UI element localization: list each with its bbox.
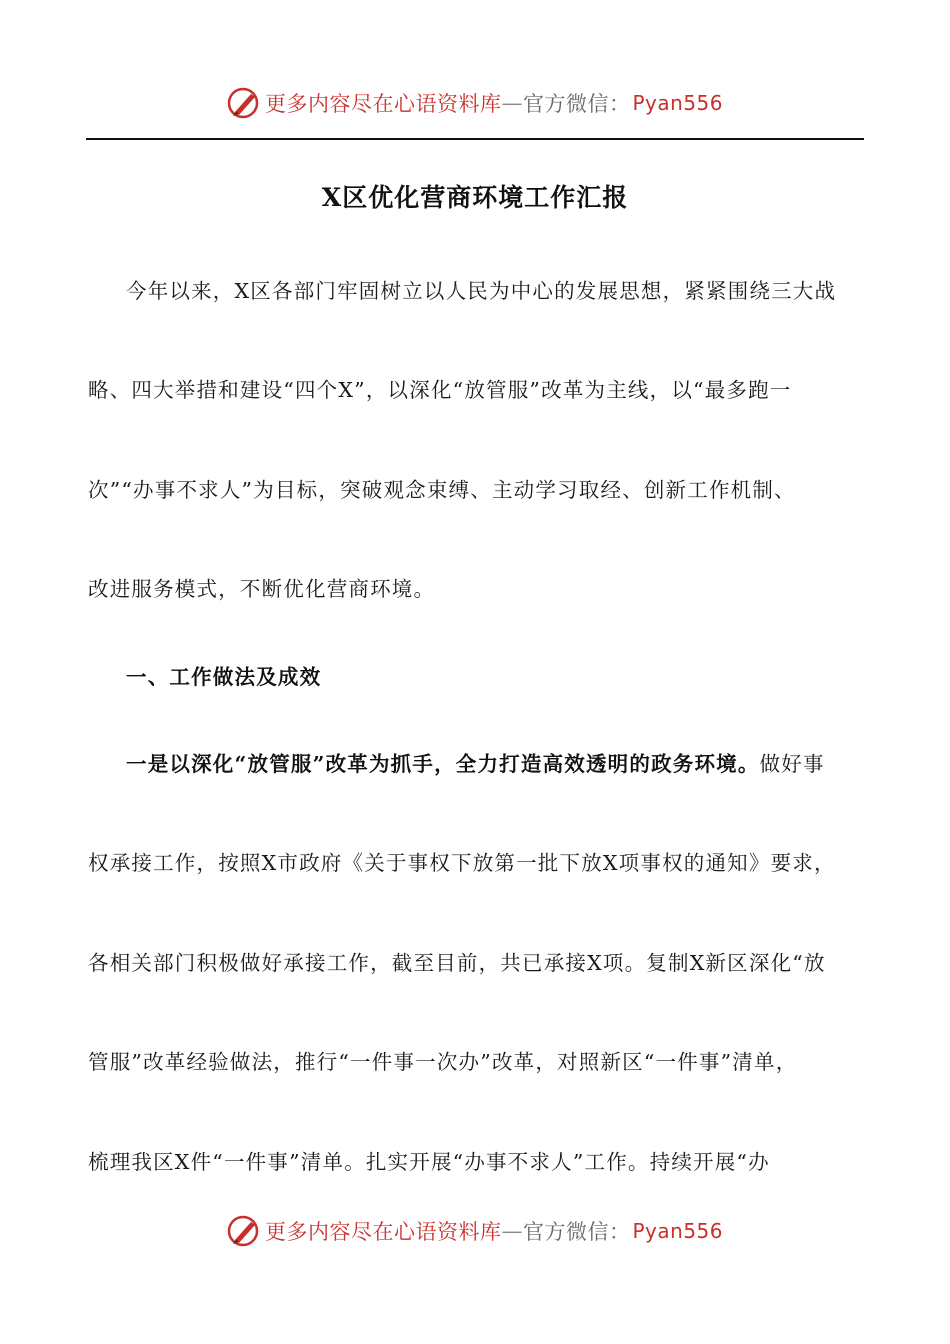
section-heading: 一、工作做法及成效	[126, 665, 322, 689]
paragraph-line: 梳理我区X件“一件事”清单。扎实开展“办事不求人”工作。持续开展“办	[88, 1150, 770, 1174]
pen-logo-icon	[227, 86, 261, 120]
header-watermark	[0, 86, 950, 120]
banner-wechat-id: Pyan556	[632, 91, 723, 115]
pen-logo-icon	[227, 1214, 261, 1248]
paragraph-lead-rest: 做好事	[759, 752, 825, 776]
banner-dash: —	[501, 91, 523, 115]
paragraph-line: 略、四大举措和建设“四个X”，以深化“放管服”改革为主线，以“最多跑一	[88, 378, 792, 402]
paragraph-line: 管服”改革经验做法，推行“一件事一次办”改革，对照新区“一件事”清单，	[88, 1050, 798, 1074]
banner-text-main: 更多内容尽在心语资料库	[264, 1220, 502, 1244]
banner-text-wechat: 官方微信：	[522, 1220, 631, 1244]
paragraph-line: 改进服务模式，不断优化营商环境。	[88, 577, 436, 601]
document-title: X区优化营商环境工作汇报	[321, 183, 629, 212]
paragraph-line: 次”“办事不求人”为目标，突破观念束缚、主动学习取经、创新工作机制、	[88, 478, 796, 502]
paragraph-lead-bold: 一是以深化“放管服”改革为抓手，全力打造高效透明的政务环境。	[126, 752, 760, 776]
banner-text-main: 更多内容尽在心语资料库	[264, 92, 502, 116]
banner-text-wechat: 官方微信：	[522, 92, 631, 116]
paragraph-line	[126, 747, 866, 777]
paragraph-line: 权承接工作，按照X市政府《关于事权下放第一批下放X项事权的通知》要求，	[88, 851, 836, 875]
banner-dash: —	[501, 1219, 523, 1243]
paragraph-line: 今年以来，X区各部门牢固树立以人民为中心的发展思想，紧紧围绕三大战	[126, 279, 837, 303]
banner-wechat-id: Pyan556	[632, 1219, 723, 1243]
footer-watermark	[0, 1214, 950, 1248]
header-divider	[86, 138, 864, 140]
paragraph-line: 各相关部门积极做好承接工作，截至目前，共已承接X项。复制X新区深化“放	[88, 951, 826, 975]
